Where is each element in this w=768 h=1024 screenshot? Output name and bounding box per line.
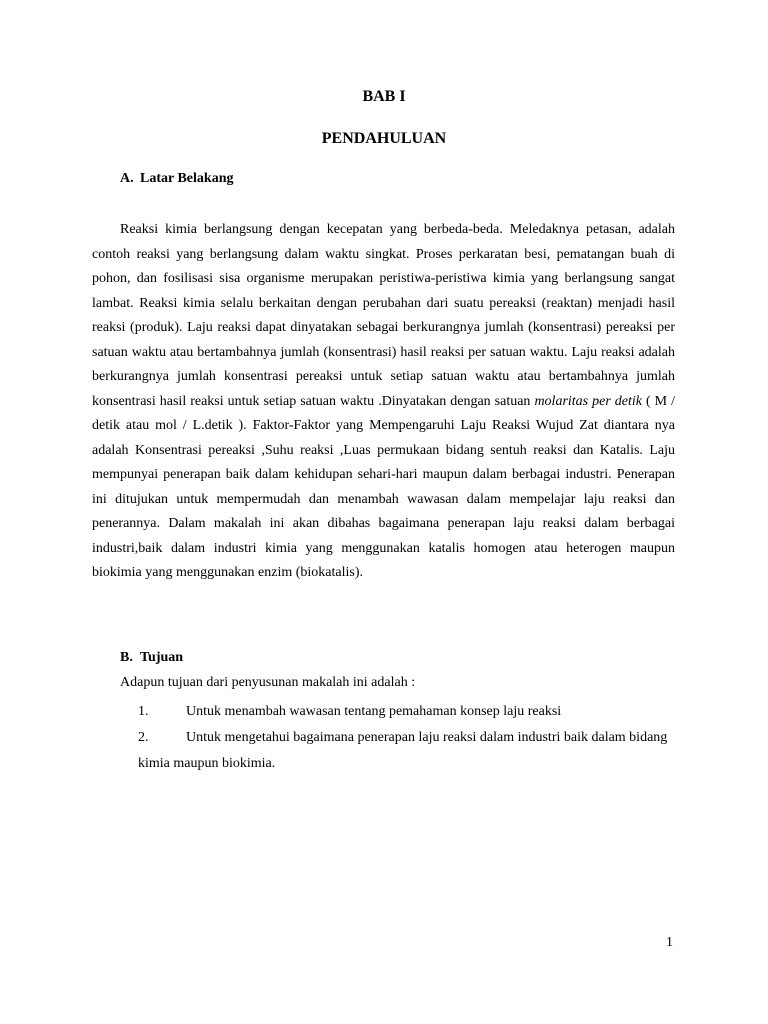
section-heading-a: [120, 171, 233, 187]
section-letter: B.: [120, 650, 133, 665]
section-heading-b: [120, 650, 183, 666]
chapter-title: PENDAHULUAN: [321, 130, 447, 147]
chapter-number: BAB I: [362, 88, 406, 105]
section-title: Latar Belakang: [140, 171, 234, 186]
objectives-intro: Adapun tujuan dari penyusunan makalah ini adalah :: [120, 675, 416, 690]
paragraph-italic-unit: molaritas per detik: [534, 393, 642, 409]
paragraph-text-1: Reaksi kimia berlangsung dengan kecepatan yang berbeda-beda. Meledaknya petasan, adalah contoh reaksi yang berlangsung dalam waktu singkat. Proses perkaratan besi, pematangan buah di pohon, dan fosilisasi sisa organisme merupakan peristiwa-peristiwa kimia yang berlangsung sangat lambat. Reaksi kimia selalu berkaitan dengan perubahan dari suatu pereaksi (reaktan) menjadi hasil reaksi (produk). Laju reaksi dapat dinyatakan sebagai berkurangnya jumlah (konsentrasi) pereaksi per satuan waktu atau bertambahnya jumlah (konsentrasi) hasil reaksi per satuan waktu. Laju reaksi adalah berkurangnya jumlah konsentrasi pereaksi untuk setiap satuan waktu atau bertambahnya jumlah konsentrasi hasil reaksi untuk setiap satuan waktu .Dinyatakan dengan satuan: [92, 222, 675, 409]
section-letter: A.: [120, 171, 134, 186]
background-paragraph: [92, 218, 675, 586]
section-title: Tujuan: [140, 650, 184, 665]
list-item: [138, 699, 678, 725]
list-item-text: Untuk menambah wawasan tentang pemahaman konsep laju reaksi: [186, 704, 562, 719]
paragraph-text-2: ( M / detik atau mol / L.detik ). Faktor-Faktor yang Mempengaruhi Laju Reaksi Wujud Zat diantara nya adalah Konsentrasi pereaksi ,Suhu reaksi ,Luas permukaan bidang sentuh reaksi dan Katalis. Laju mempunyai penerapan baik dalam kehidupan sehari-hari maupun dalam berbagai industri. Penerapan ini ditujukan untuk mempermudah dan menambah wawasan dalam mempelajar laju reaksi dan penerannya. Dalam makalah ini akan dibahas bagaimana penerapan laju reaksi dalam berbagai industri,baik dalam industri kimia yang menggunakan katalis homogen atau heterogen maupun biokimia yang menggunakan enzim (biokatalis).: [92, 393, 676, 580]
list-item-number: 1.: [138, 704, 149, 719]
page-number: 1: [666, 935, 673, 950]
objectives-list: [138, 699, 678, 777]
list-item-number: 2.: [138, 730, 149, 745]
list-item-text: Untuk mengetahui bagaimana penerapan laju reaksi dalam industri baik dalam bidang kimia maupun biokimia.: [138, 730, 668, 771]
list-item: [138, 725, 678, 777]
